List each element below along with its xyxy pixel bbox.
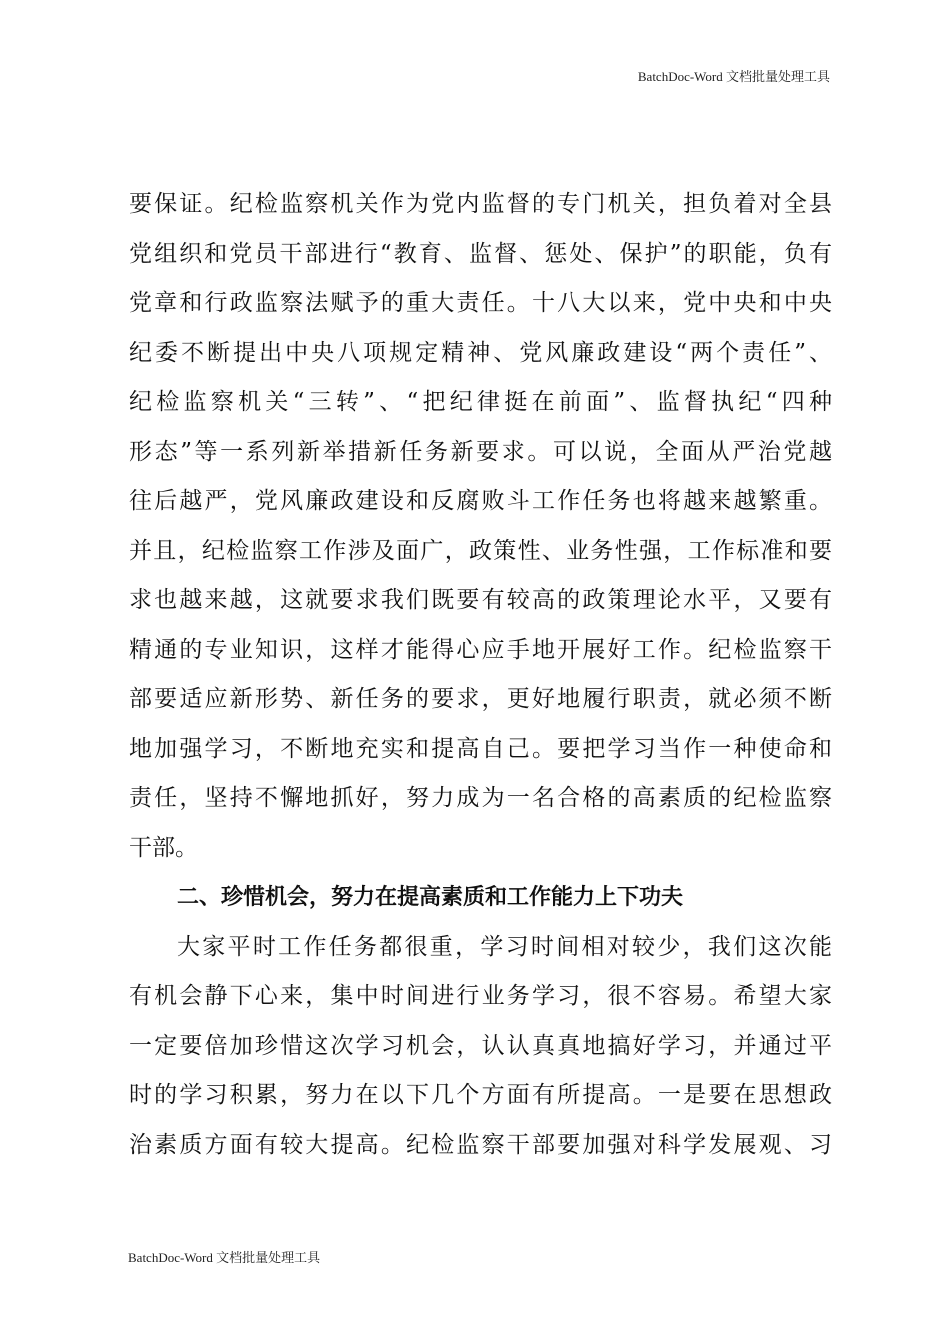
page-footer: BatchDoc-Word 文档批量处理工具 <box>128 1250 321 1265</box>
text-line: 形态”等一系列新举措新任务新要求。可以说，全面从严治党越 <box>129 438 832 465</box>
text-line: 要保证。纪检监察机关作为党内监督的专门机关，担负着对全县 <box>129 191 832 217</box>
text-line: 一定要倍加珍惜这次学习机会，认认真真地搞好学习，并通过平 <box>129 1032 832 1059</box>
text-line: 地加强学习，不断地充实和提高自己。要把学习当作一种使命和 <box>129 735 832 762</box>
text-line: 党组织和党员干部进行“教育、监督、惩处、保护”的职能，负有 <box>129 240 832 267</box>
text-line: 纪检监察机关“三转”、“把纪律挺在前面”、监督执纪“四种 <box>129 389 832 415</box>
paragraph <box>129 180 832 873</box>
text-line: 时的学习积累，努力在以下几个方面有所提高。一是要在思想政 <box>129 1082 832 1108</box>
text-line: 党章和行政监察法赋予的重大责任。十八大以来，党中央和中央 <box>129 290 832 316</box>
page-header: BatchDoc-Word 文档批量处理工具 <box>637 69 830 84</box>
text-line: 干部。 <box>129 834 198 861</box>
text-line: 部要适应新形势、新任务的要求，更好地履行职责，就必须不断 <box>129 686 832 712</box>
text-line: 大家平时工作任务都很重，学习时间相对较少，我们这次能 <box>177 933 832 960</box>
section-heading: 二、珍惜机会，努力在提高素质和工作能力上下功夫 <box>177 885 684 910</box>
text-line: 纪委不断提出中央八项规定精神、党风廉政建设“两个责任”、 <box>129 339 832 366</box>
text-line: 求也越来越，这就要求我们既要有较高的政策理论水平，又要有 <box>129 587 832 613</box>
text-line: 治素质方面有较大提高。纪检监察干部要加强对科学发展观、习 <box>129 1131 832 1158</box>
text-line: 责任，坚持不懈地抓好，努力成为一名合格的高素质的纪检监察 <box>129 785 832 811</box>
text-line: 精通的专业知识，这样才能得心应手地开展好工作。纪检监察干 <box>129 636 832 663</box>
text-line: 往后越严，党风廉政建设和反腐败斗工作任务也将越来越繁重。 <box>129 488 832 514</box>
text-line: 有机会静下心来，集中时间进行业务学习，很不容易。希望大家 <box>129 983 832 1009</box>
text-line: 并且，纪检监察工作涉及面广，政策性、业务性强，工作标准和要 <box>129 537 832 564</box>
document-body <box>129 180 832 1170</box>
paragraph <box>129 923 832 1171</box>
